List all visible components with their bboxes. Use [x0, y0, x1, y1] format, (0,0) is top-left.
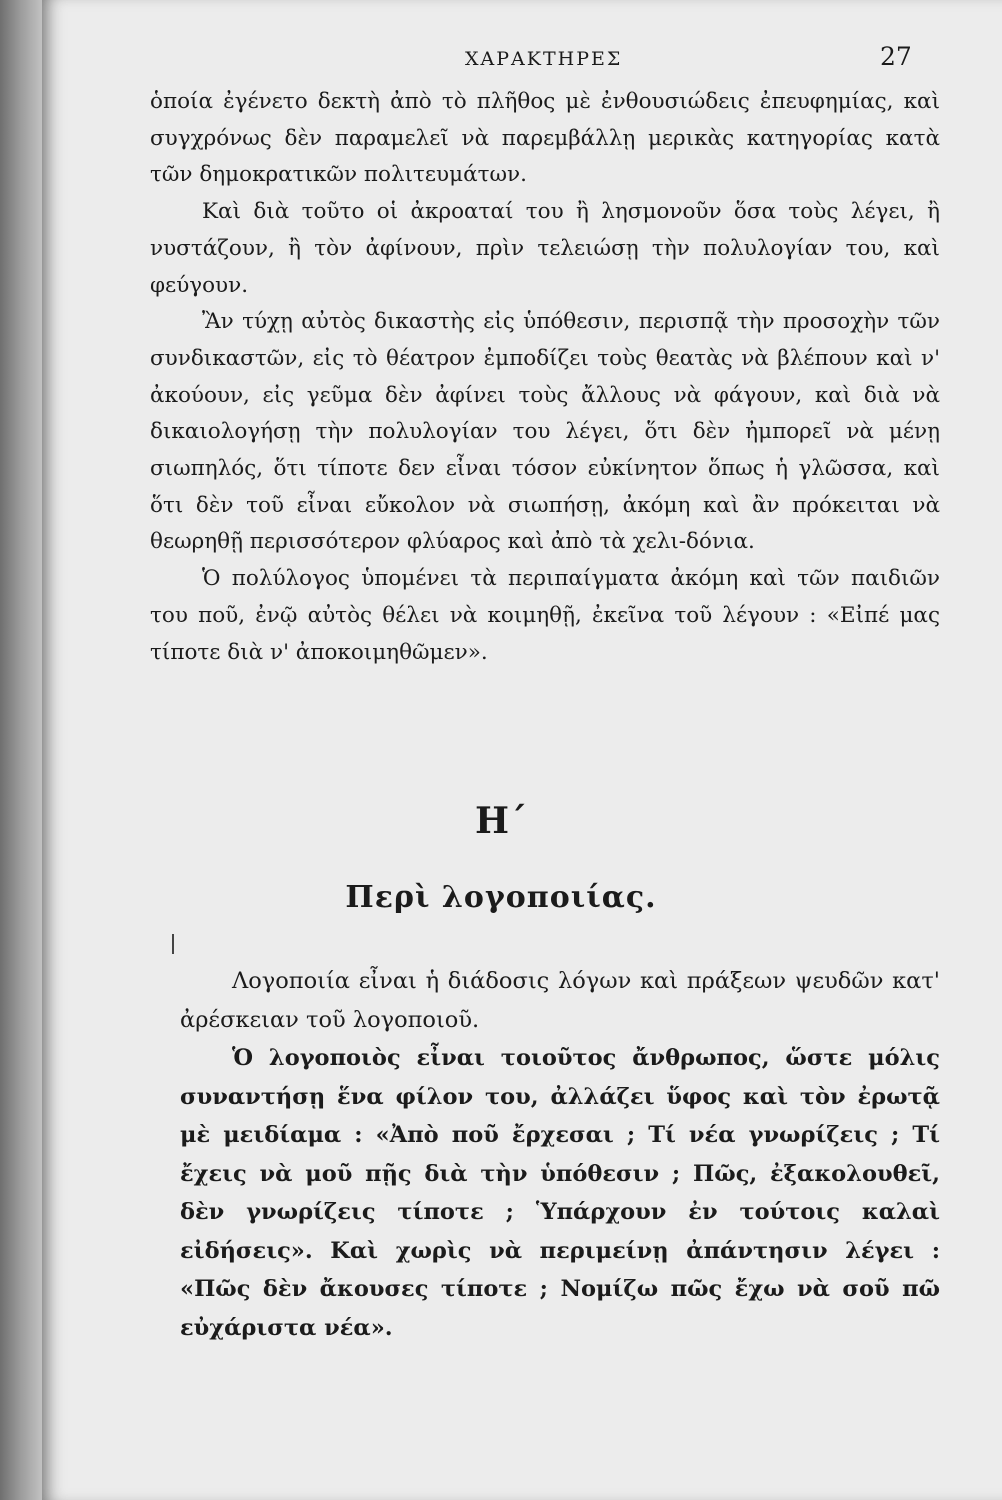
page-header: [0, 40, 1002, 76]
running-title: ΧΑΡΑΚΤΗΡΕΣ: [465, 48, 623, 70]
page-number: 27: [880, 42, 912, 71]
top-text-block: [150, 84, 940, 671]
chapter-number: Η΄: [474, 800, 527, 842]
book-spine-shadow: [0, 0, 46, 1500]
paragraph-continuation: ὁποία ἐγένετο δεκτὴ ἀπὸ τὸ πλῆθος μὲ ἐνθουσιώδεις ἐπευφημίας, καὶ συγχρόνως δὲν παραμελεῖ νὰ παρεμβάλλῃ μερικὰς κατηγορίας κατὰ τῶν δημοκρατικῶν πολιτευμάτων.: [150, 89, 940, 188]
bottom-text-block: [180, 962, 940, 1347]
paragraph: Ὁ λογοποιὸς εἶναι τοιοῦτος ἄνθρωπος, ὥστε μόλις συναντήσῃ ἕνα φίλον του, ἀλλάζει ὕφος καὶ τὸν ἐρωτᾷ μὲ μειδίαμα : «Ἀπὸ ποῦ ἔρχεσαι ; Τί νέα γνωρίζεις ; Τί ἔχεις νὰ μοῦ πῇς διὰ τὴν ὑπόθεσιν ; Πῶς, ἐξακολουθεῖ, δὲν γνωρίζεις τίποτε ; Ὑπάρχουν ἐν τούτοις καλαὶ εἰδήσεις». Καὶ χωρὶς νὰ περιμείνῃ ἀπάντησιν λέγει : «Πῶς δὲν ἄκουσες τίποτε ; Νομίζω πῶς ἔχω νὰ σοῦ πῶ εὐχάριστα νέα».: [180, 1045, 940, 1341]
paragraph: Ὁ πολύλογος ὑπομένει τὰ περιπαίγματα ἀκόμη καὶ τῶν παιδιῶν του ποῦ, ἐνῷ αὐτὸς θέλει νὰ κοιμηθῇ, ἐκεῖνα τοῦ λέγουν : «Εἰπέ μας τίποτε διὰ ν' ἀποκοιμηθῶμεν».: [150, 566, 940, 665]
paragraph: Ἂν τύχῃ αὐτὸς δικαστὴς εἰς ὑπόθεσιν, περισπᾷ τὴν προσοχὴν τῶν συνδικαστῶν, εἰς τὸ θέατρον ἐμποδίζει τοὺς θεατὰς νὰ βλέπουν καὶ ν' ἀκούουν, εἰς γεῦμα δὲν ἀφίνει τοὺς ἄλλους νὰ φάγουν, καὶ διὰ νὰ δικαιολογήσῃ τὴν πολυλογίαν του λέγει, ὅτι δὲν ἠμπορεῖ νὰ μένῃ σιωπηλός, ὅτι τίποτε δεν εἶναι τόσον εὐκίνητον ὅπως ἡ γλῶσσα, καὶ ὅτι δὲν τοῦ εἶναι εὔκολον νὰ σιωπήσῃ, ἀκόμη καὶ ἂν πρόκειται νὰ θεωρηθῇ περισσότερον φλύαρος καὶ ἀπὸ τὰ χελι-δόνια.: [150, 309, 940, 555]
chapter-title: Περὶ λογοποιίας.: [345, 880, 657, 915]
paragraph: Καὶ διὰ τοῦτο οἱ ἀκροαταί του ἢ λησμονοῦν ὅσα τοὺς λέγει, ἢ νυστάζουν, ἢ τὸν ἀφίνουν, πρὶν τελειώσῃ τὴν πολυλογίαν του, καὶ φεύγουν.: [150, 199, 940, 298]
paragraph: Λογοποιία εἶναι ἡ διάδοσις λόγων καὶ πράξεων ψευδῶν κατ' ἀρέσκειαν τοῦ λογοποιοῦ.: [180, 968, 940, 1033]
margin-mark: [172, 934, 174, 954]
